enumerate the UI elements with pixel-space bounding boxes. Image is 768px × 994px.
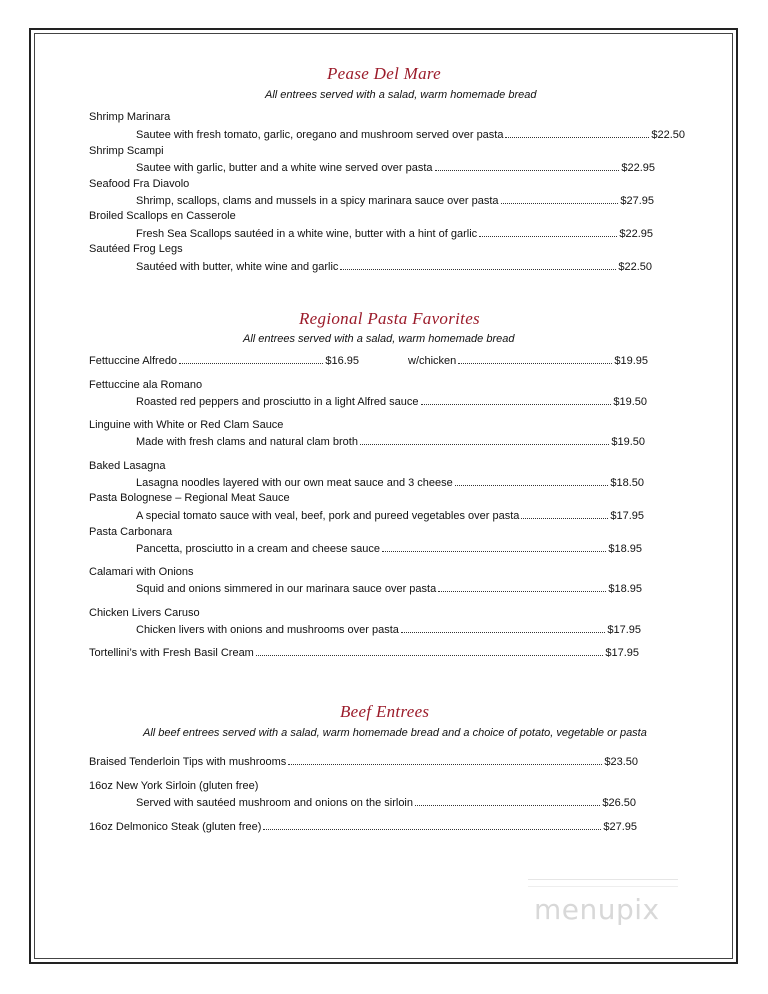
menu-item-description: Fresh Sea Scallops sautéed in a white wine, butter with a hint of garlic — [136, 228, 478, 240]
menu-item-name: Tortellini’s with Fresh Basil Cream — [89, 647, 254, 659]
menu-item-description: Sautee with fresh tomato, garlic, oregano and mushroom served over pasta — [136, 129, 504, 141]
menu-item-line — [89, 820, 637, 834]
menu-item-price: $22.95 — [621, 162, 655, 174]
menu-item-price: $27.95 — [603, 821, 637, 833]
dot-leader — [421, 404, 612, 405]
watermark-underline — [528, 879, 678, 887]
menu-item-name: Pasta Carbonara — [89, 526, 173, 538]
menu-item-line — [136, 796, 636, 810]
menu-item-price: $19.50 — [611, 436, 645, 448]
menu-item-price: $23.50 — [604, 756, 638, 768]
menu-item-name: Pasta Bolognese – Regional Meat Sauce — [89, 492, 290, 504]
dot-leader — [501, 203, 619, 204]
menu-item-description: A special tomato sauce with veal, beef, pork and pureed vegetables over pasta — [136, 510, 520, 522]
menu-item-price: $17.95 — [610, 510, 644, 522]
menu-item-price: $18.95 — [608, 543, 642, 555]
section-title-beef: Beef Entrees — [340, 702, 430, 721]
menu-item-description: Squid and onions simmered in our marinara sauce over pasta — [136, 583, 437, 595]
menu-item-line — [408, 354, 648, 368]
menu-item-line — [89, 646, 639, 660]
menu-item-line — [136, 260, 652, 274]
menu-item-price: $22.50 — [651, 129, 685, 141]
menu-item-name: Shrimp Scampi — [89, 145, 164, 157]
menu-option-label: w/chicken — [408, 355, 457, 367]
menu-item-name: 16oz Delmonico Steak (gluten free) — [89, 821, 262, 833]
dot-leader — [505, 137, 649, 138]
menu-item-price: $19.95 — [614, 355, 648, 367]
menu-item-line — [136, 582, 642, 596]
menu-item-price: $16.95 — [325, 355, 359, 367]
dot-leader — [401, 632, 605, 633]
dot-leader — [458, 363, 612, 364]
menupix-watermark: menupix — [534, 893, 660, 926]
menu-item-description: Served with sautéed mushroom and onions on the sirloin — [136, 797, 413, 809]
menu-item-name: Linguine with White or Red Clam Sauce — [89, 419, 284, 431]
menu-item-name: Chicken Livers Caruso — [89, 607, 200, 619]
menu-item-name: Braised Tenderloin Tips with mushrooms — [89, 756, 287, 768]
menu-item-description: Roasted red peppers and prosciutto in a light Alfred sauce — [136, 396, 419, 408]
dot-leader — [415, 805, 600, 806]
menu-item-line — [136, 476, 644, 490]
menu-item-price: $27.95 — [620, 195, 654, 207]
section-subtitle-seafood: All entrees served with a salad, warm homemade bread — [265, 89, 537, 101]
menu-item-price: $22.50 — [618, 261, 652, 273]
section-title-pasta: Regional Pasta Favorites — [299, 309, 480, 328]
menu-item-price: $22.95 — [619, 228, 653, 240]
menu-item-name: 16oz New York Sirloin (gluten free) — [89, 780, 259, 792]
menu-item-description: Sautee with garlic, butter and a white wine served over pasta — [136, 162, 433, 174]
menu-item-name: Sautéed Frog Legs — [89, 243, 183, 255]
dot-leader — [288, 764, 602, 765]
dot-leader — [340, 269, 616, 270]
menu-item-line — [136, 435, 645, 449]
menu-item-name: Shrimp Marinara — [89, 111, 171, 123]
dot-leader — [360, 444, 609, 445]
menu-item-line — [136, 623, 641, 637]
menu-item-price: $19.50 — [613, 396, 647, 408]
dot-leader — [179, 363, 323, 364]
menu-item-price: $17.95 — [605, 647, 639, 659]
menu-item-line — [89, 354, 359, 368]
menu-item-line — [136, 194, 654, 208]
dot-leader — [479, 236, 617, 237]
menu-item-line — [136, 509, 644, 523]
dot-leader — [521, 518, 608, 519]
menu-item-line — [136, 542, 642, 556]
menu-item-name: Fettuccine ala Romano — [89, 379, 203, 391]
menu-item-price: $17.95 — [607, 624, 641, 636]
menu-item-name: Seafood Fra Diavolo — [89, 178, 190, 190]
dot-leader — [455, 485, 609, 486]
menu-item-description: Lasagna noodles layered with our own meat sauce and 3 cheese — [136, 477, 453, 489]
menu-item-description: Sautéed with butter, white wine and garlic — [136, 261, 339, 273]
section-subtitle-beef: All beef entrees served with a salad, warm homemade bread and a choice of potato, vegetable or pasta — [143, 727, 647, 739]
menu-item-price: $18.95 — [608, 583, 642, 595]
menu-item-description: Made with fresh clams and natural clam broth — [136, 436, 358, 448]
section-title-seafood: Pease Del Mare — [327, 64, 442, 83]
menu-item-description: Pancetta, prosciutto in a cream and cheese sauce — [136, 543, 380, 555]
menu-item-line — [136, 128, 685, 142]
dot-leader — [256, 655, 603, 656]
dot-leader — [435, 170, 620, 171]
dot-leader — [263, 829, 601, 830]
menu-item-name: Broiled Scallops en Casserole — [89, 210, 236, 222]
menu-item-description: Shrimp, scallops, clams and mussels in a spicy marinara sauce over pasta — [136, 195, 499, 207]
menu-item-line — [136, 395, 647, 409]
menu-item-line — [136, 161, 655, 175]
dot-leader — [438, 591, 606, 592]
section-subtitle-pasta: All entrees served with a salad, warm homemade bread — [243, 333, 515, 345]
menu-item-price: $18.50 — [610, 477, 644, 489]
menu-item-price: $26.50 — [602, 797, 636, 809]
menu-item-name: Calamari with Onions — [89, 566, 194, 578]
menu-item-line — [136, 227, 653, 241]
menu-item-name: Baked Lasagna — [89, 460, 166, 472]
menu-item-line — [89, 755, 638, 769]
menu-item-name: Fettuccine Alfredo — [89, 355, 178, 367]
menu-item-description: Chicken livers with onions and mushrooms over pasta — [136, 624, 399, 636]
dot-leader — [382, 551, 606, 552]
